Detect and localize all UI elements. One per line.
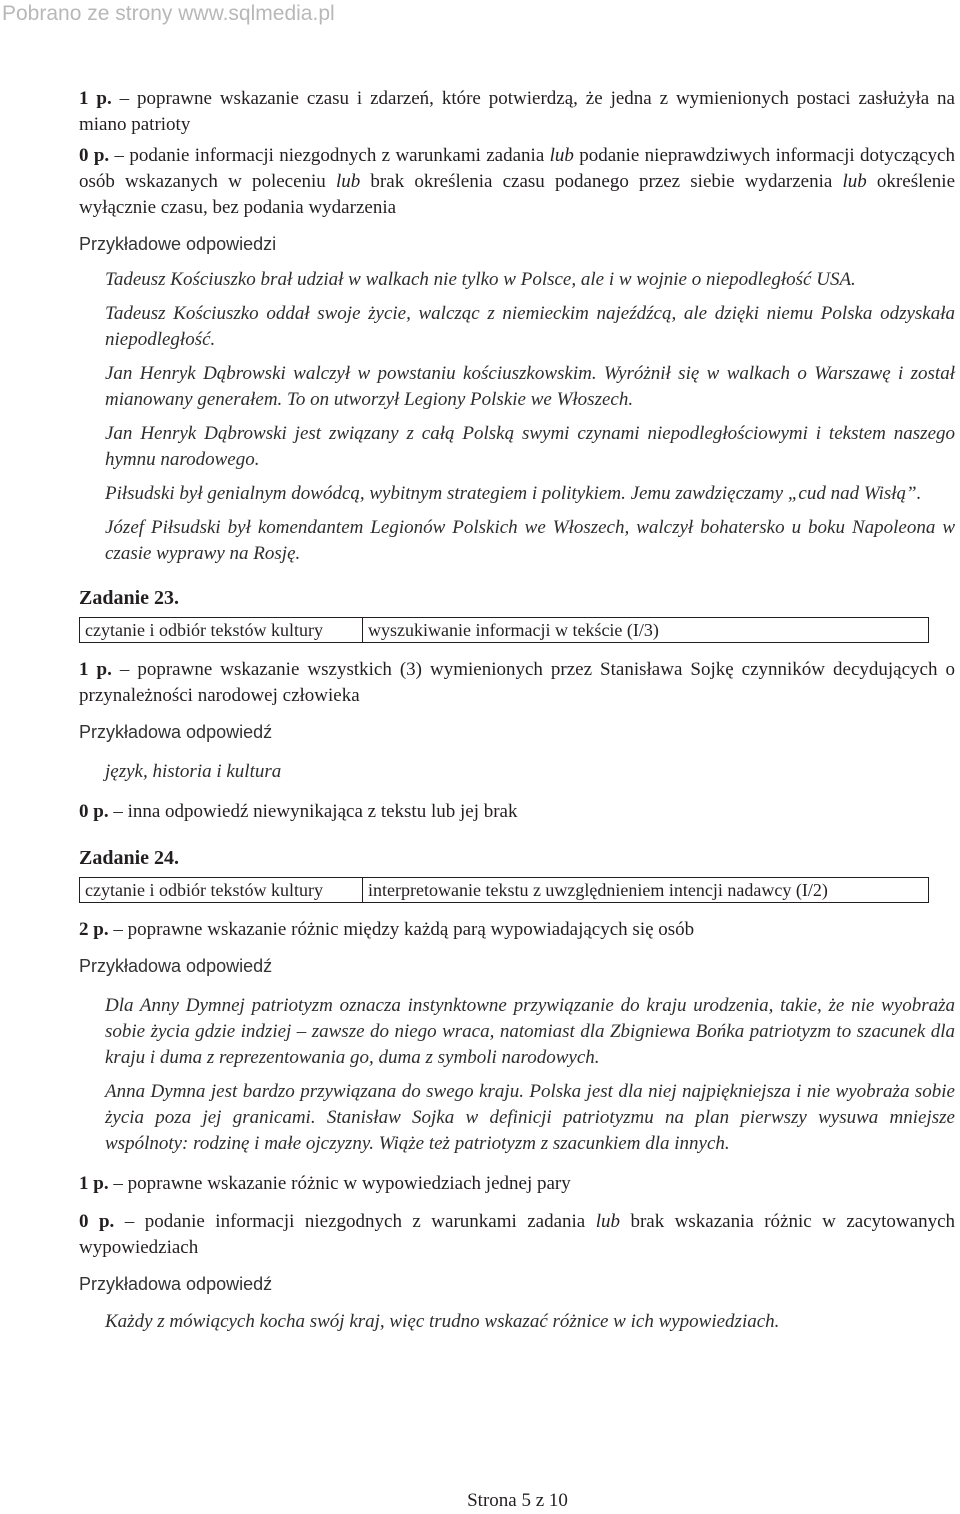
points-label: 1 p.: [79, 1173, 109, 1194]
criterion-text: – poprawne wskazanie różnic w wypowiedziach jednej pary: [108, 1173, 571, 1194]
example-answer: Piłsudski był genialnym dowódcą, wybitnym strategiem i politykiem. Jemu zawdzięczamy „cud nad Wisłą”.: [105, 483, 922, 504]
points-label: 2 p.: [79, 919, 109, 940]
criterion-text: – poprawne wskazanie czasu i zdarzeń, które potwierdzą, że jedna z wymienionych postaci zasłużyła na miano patrioty: [79, 88, 955, 135]
criterion-text: – podanie informacji niezgodnych z warunkami zadania: [109, 145, 550, 166]
criterion-text: brak określenia czasu podanego przez siebie wydarzenia: [360, 171, 843, 192]
example-answer: Józef Piłsudski był komendantem Legionów Polskich we Włoszech, walczył bohatersko u boku Napoleona w czasie wyprawy na Rosję.: [105, 517, 955, 564]
points-label: 0 p.: [79, 145, 110, 166]
example-answer: język, historia i kultura: [105, 761, 282, 782]
lub-word: lub: [842, 171, 867, 192]
example-answer: Anna Dymna jest bardzo przywiązana do swego kraju. Polska jest dla niej najpiękniejsza i nie wyobraża sobie życia poza jej granicami. Stanisław Sojka w definicji patriotyzmu na plan pierwszy wysuwa mniejsze wspólnoty: rodzinę i małe ojczyzny. Wiąże też patriotyzm z szacunkiem dla innych.: [105, 1081, 955, 1154]
criterion-text: brak wskazania różnic w zacytowanych wypowiedziach: [79, 1211, 956, 1258]
points-label: 1 p.: [79, 88, 112, 109]
example-heading: Przykładowa odpowiedź: [79, 956, 273, 976]
example-heading: Przykładowa odpowiedź: [79, 1274, 273, 1294]
skill-area-cell: czytanie i odbiór tekstów kultury: [80, 618, 363, 643]
source-banner: [0, 0, 960, 30]
page-number: Strona 5 z 10: [467, 1490, 568, 1511]
criterion-text: – podanie informacji niezgodnych z warunkami zadania: [114, 1211, 596, 1232]
lub-word: lub: [549, 145, 574, 166]
example-answer: Każdy z mówiących kocha swój kraj, więc trudno wskazać różnice w ich wypowiedziach.: [105, 1311, 780, 1332]
criterion-text: podanie nieprawdziwych informacji dotyczących osób wskazanych w poleceniu: [79, 145, 955, 192]
points-label: 0 p.: [79, 801, 109, 822]
lub-word: lub: [335, 171, 361, 192]
t22-score-0: [79, 143, 955, 221]
criterion-text: – inna odpowiedź niewynikająca z tekstu lub jej brak: [108, 801, 518, 822]
criterion-text: – poprawne wskazanie wszystkich (3) wymienionych przez Stanisława Sojkę czynników decydujących o przynależności narodowej człowieka: [79, 659, 955, 706]
points-label: 1 p.: [79, 659, 112, 680]
task-24-title: Zadanie 24.: [79, 847, 180, 869]
example-answer: Tadeusz Kościuszko oddał swoje życie, walcząc z niemieckim najeźdźcą, ale dzięki niemu Polska odzyskała niepodległość.: [105, 303, 955, 350]
example-answer: Dla Anny Dymnej patriotyzm oznacza instynktowne przywiązanie do kraju urodzenia, takie, że nie wyobraża sobie życia gdzie indziej – zawsze do niego wraca, natomiast dla Zbigniewa Bońka patriotyzm to szacunek dla kraju i duma z reprezentowania go, duma z symboli narodowych.: [105, 995, 955, 1068]
requirement-cell: wyszukiwanie informacji w tekście (I/3): [363, 618, 929, 643]
t23-score-0: [79, 799, 955, 825]
example-answer: Tadeusz Kościuszko brał udział w walkach nie tylko w Polsce, ale i w wojnie o niepodległość USA.: [105, 269, 856, 290]
task-23-requirements: [79, 617, 929, 643]
source-banner-text: Pobrano ze strony www.sqlmedia.pl: [2, 2, 335, 25]
example-answer: Jan Henryk Dąbrowski jest związany z całą Polską swymi czynami niepodległościowymi i tekstem naszego hymnu narodowego.: [105, 423, 955, 470]
t24-score-1: [79, 1171, 955, 1197]
skill-area-cell: czytanie i odbiór tekstów kultury: [80, 878, 363, 903]
t22-score-1: [79, 86, 955, 138]
points-label: 0 p.: [79, 1211, 115, 1232]
t24-score-2: [79, 917, 955, 943]
requirement-cell: interpretowanie tekstu z uwzględnieniem intencji nadawcy (I/2): [363, 878, 929, 903]
task-23-title: Zadanie 23.: [79, 587, 180, 609]
t23-score-1: [79, 657, 955, 709]
example-heading: Przykładowa odpowiedź: [79, 722, 273, 742]
examples-heading: Przykładowe odpowiedzi: [79, 234, 277, 254]
lub-word: lub: [595, 1211, 620, 1232]
criterion-text: – poprawne wskazanie różnic między każdą parą wypowiadających się osób: [108, 919, 695, 940]
t24-score-0: [79, 1209, 955, 1261]
criterion-text: określenie wyłącznie czasu, bez podania wydarzenia: [79, 171, 956, 218]
task-24-requirements: [79, 877, 929, 903]
page-content: [79, 86, 955, 1335]
example-answer: Jan Henryk Dąbrowski walczył w powstaniu kościuszkowskim. Wyróżnił się w walkach o Warszawę i został mianowany generałem. To on utworzył Legiony Polskie we Włoszech.: [105, 363, 955, 410]
